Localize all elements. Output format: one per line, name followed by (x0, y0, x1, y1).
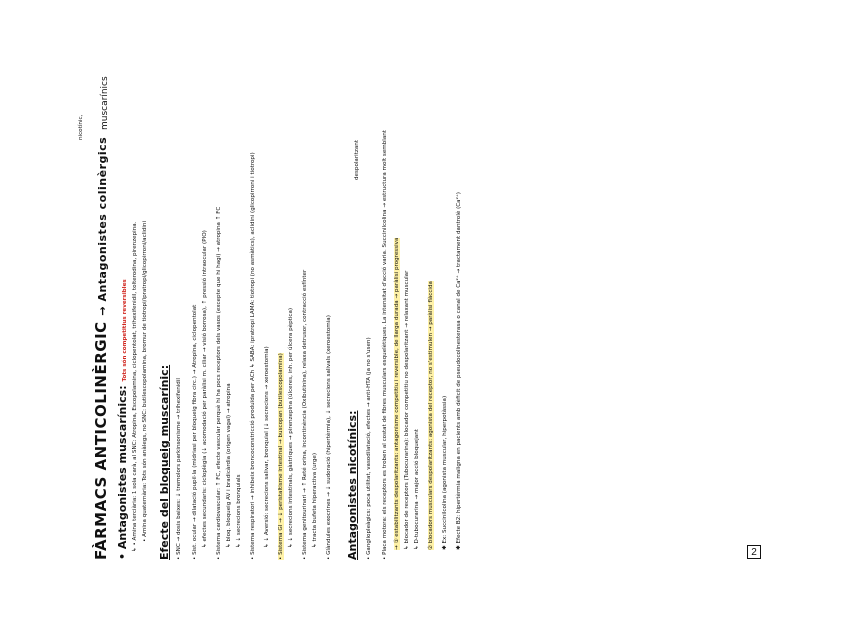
title-branch-top: nicotínic, (78, 114, 84, 140)
effect-line: ↳ bloq. bloqueig AV i bradicàrdia (origen vagal) → atropina (226, 383, 232, 548)
nicotinic-line: • Placa motora: els receptors es troben al costat de fibres musculars esquelètiques. La intensitat d'acció varia. Succinilcolina → estructura molt semblant (382, 129, 388, 560)
effect-line: • Sist. ocular → dilatació pupil·la (midriasi per bloqueig fibra circ.) → Atropina, ciclopentolat (192, 304, 198, 560)
nicotinic-heading: Antagonistes nicotínics: (346, 410, 359, 560)
nicotinic-line: ② blocadors musculars despolaritzants: agonista del receptor, no s'estimulen → paràlisi flàccida (428, 281, 434, 550)
depolarizing-note: despolaritzant (354, 139, 360, 180)
title-branch-bottom: muscarínics (100, 76, 110, 130)
nicotinic-line: ↳ D-tubocurarina → major acció bloquejant (414, 429, 420, 550)
effect-line: • SNC → dosis baixes: ↓ tremolors parkinsonisme → trihexifenidil (176, 378, 182, 560)
nicotinic-line: ↳ blocador de receptors (Tubocurarina): blocador competitiu no despolaritzant → relaxant muscular (404, 270, 410, 550)
effect-line: • Sistema cardiovascular: ↑ FC, efecte vascular perquè hi ha pocs receptors dels vasos (excepte que hi hagi) → atropina ↑ FC (216, 206, 222, 560)
rotated-note-sheet (78, 76, 547, 560)
nicotinic-line: ✱ Ex: Succinilcolina (agonista muscular, hiperpotàssia) (442, 395, 448, 550)
effect-line: • Sistema respiratori → inhibeix broncoconstricció produïda per ACh ↳ SABA: ipratropi LAMA: tiotropi (no asmàtics), aclidini (glicopirroni i tiotropi) (250, 152, 256, 560)
nicotinic-line: ✱ Efecte B2: hipertèrmia maligna en pacients amb dèficit de pseudocolinesterasa o canal de Ca²⁺ → tractament dantrolè (Ca²⁺) (456, 192, 462, 550)
tertiary-amines-line: ↳ • Amina terciària: 1 sola carà, al SNC: Atropina, Escopolamina, ciclopentolat, trihexifenidil, tolterodina, pirenzepina. (132, 221, 138, 552)
effect-line: • Sistema genitourinari → ↑ Reté orina, incontinència (Oxibutinina), relaxa detrusor, contracció esfínter (302, 269, 308, 560)
nicotinic-line: • Gangliopleàgics: poca utilitat, vasodilatació, efectes → anti-HTA (ja no s'usen) (366, 337, 372, 560)
effect-line: • Glàndules exocrines → ↓ sudoració (hipertèrmia), ↓ secrecions salivals (xeroestomia) (326, 315, 332, 560)
muscarinic-heading: • Antagonistes muscarínics: Tots són competitius reversibles (116, 279, 129, 560)
quaternary-amines-line: • Amina quaternària: Tots són anàlegs, no SNC: butilescopolamina, bromur de tiotropi/ipratropi/glicopirroni/aclidini (142, 221, 148, 542)
page-title (92, 137, 110, 560)
effect-line: ↳ ↓ secrecions bronquials (236, 474, 242, 548)
effect-heading: Efecte del bloqueig muscarínic: (158, 364, 171, 560)
competitive-note: Tots són competitius reversibles (122, 279, 128, 382)
nicotinic-line: → ① estabilitzants despolaritzants: antagonisme competitiu i reversible, de llarga durada → paràlisi progressiva (394, 237, 400, 550)
title-main: FÀRMACS ANTICOLINÈRGIC (92, 321, 110, 560)
effect-line: ↳ ↓ secrecions intestinals, gàstriques → pirenzepina (úlceres, inh. per úlcera pèptica) (288, 307, 294, 548)
effect-line: ↳ tracta bufeta hiperactiva (urge) (312, 452, 318, 548)
page-number: 2 (747, 545, 761, 559)
effect-line: ↳ efectes secundaris: cicloplègia (↓ acomodació per paràlisi m. ciliar → visió borrosa), ↑ pressió intraocular (PIO) (202, 230, 208, 548)
title-arrow: → Antagonistes colinèrgics (96, 136, 109, 316)
effect-line: • Sistema GI → ↓ peristaltisme intestinal → buscopan (butilescopolamina) (278, 353, 284, 560)
effect-line: ↳ ↓ Aversió: secrecions salivar, bronquial (↓ secrecions → xeroestomia) (264, 346, 270, 548)
